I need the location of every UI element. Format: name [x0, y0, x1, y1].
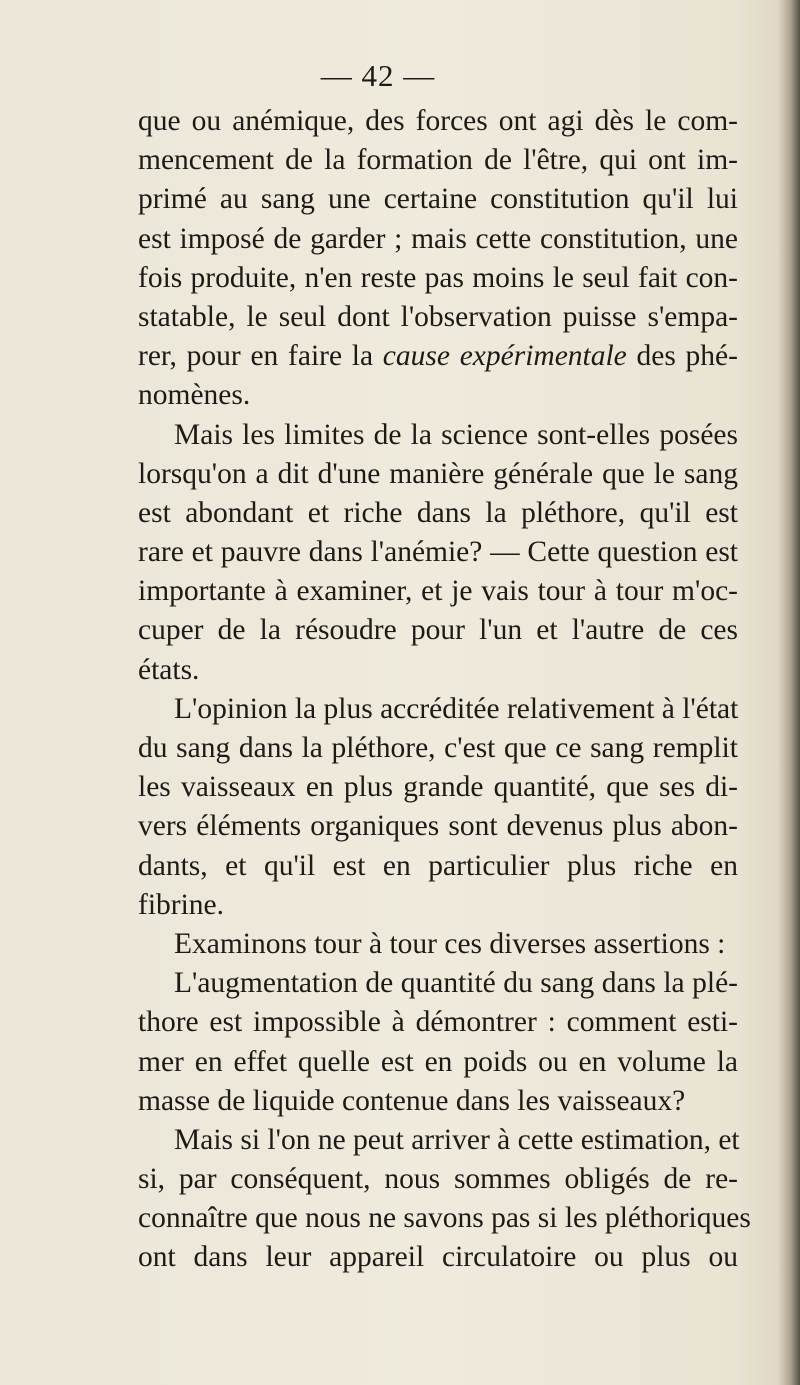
text-line: que ou anémique, des forces ont agi dès le com-	[138, 105, 738, 137]
text-line: connaître que nous ne savons pas si les pléthoriques	[138, 1202, 751, 1235]
text-line: dants, et qu'il est en particulier plus riche en	[138, 849, 738, 882]
paragraph-start-line: Mais si l'on ne peut arriver à cette estimation, et	[174, 1123, 740, 1156]
text-line: statable, le seul dont l'observation puisse s'empa-	[138, 300, 738, 333]
text-line: lorsqu'on a dit d'une manière générale que le sang	[138, 457, 738, 490]
text-line	[138, 337, 738, 376]
text-line: rare et pauvre dans l'anémie? — Cette question est	[138, 536, 738, 569]
text-line: fois produite, n'en reste pas moins le seul fait con-	[138, 261, 738, 294]
text-line: si, par conséquent, nous sommes obligés de re-	[138, 1163, 738, 1196]
paragraph-start-line: Examinons tour à tour ces diverses assertions :	[174, 927, 726, 960]
body-text	[138, 102, 751, 1278]
text-line: les vaisseaux en plus grande quantité, que ses di-	[138, 771, 738, 804]
text-line: nomènes.	[138, 379, 251, 412]
text-line: ont dans leur appareil circulatoire ou plus ou	[138, 1241, 738, 1274]
paragraph-start-line: L'augmentation de quantité du sang dans la plé-	[174, 967, 738, 1000]
paragraph-start-line: L'opinion la plus accréditée relativement à l'état	[174, 692, 739, 725]
text-line: mer en effet quelle est en poids ou en volume la	[138, 1045, 738, 1078]
text-line: thore est impossible à démontrer : comment esti-	[138, 1006, 738, 1039]
text-run: rer, pour en faire la	[138, 340, 383, 373]
text-line: du sang dans la pléthore, c'est que ce sang remplit	[138, 732, 738, 764]
text-line: vers éléments organiques sont devenus plus abon-	[138, 810, 738, 843]
text-line: importante à examiner, et je vais tour à tour m'oc-	[138, 575, 738, 608]
text-line: est abondant et riche dans la pléthore, qu'il est	[138, 496, 738, 529]
text-line: primé au sang une certaine constitution qu'il lui	[138, 183, 738, 216]
text-line: masse de liquide contenue dans les vaisseaux?	[138, 1084, 686, 1117]
page-edge-shadow	[778, 0, 800, 1385]
page-number: — 42 —	[320, 58, 436, 93]
italic-emphasis: cause expérimentale	[382, 340, 627, 373]
text-line: mencement de la formation de l'être, qui ont im-	[138, 144, 738, 177]
paragraph-start-line: Mais les limites de la science sont-elles posées	[174, 418, 738, 451]
text-line: états.	[138, 653, 200, 686]
text-run: des phé-	[626, 340, 738, 373]
text-line: est imposé de garder ; mais cette constitution, une	[138, 222, 738, 255]
text-line: cuper de la résoudre pour l'un et l'autre de ces	[138, 614, 738, 647]
text-line: fibrine.	[138, 888, 225, 921]
